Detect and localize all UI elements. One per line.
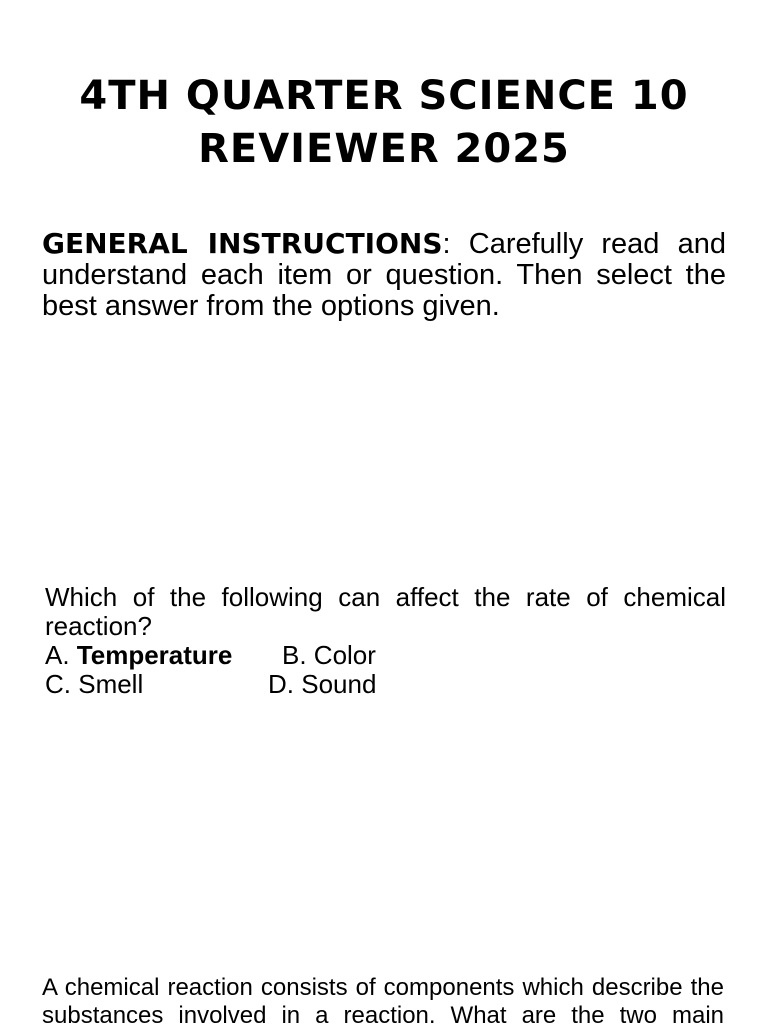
question-1-stem: Which of the following can affect the rate of chemical reaction? — [45, 582, 726, 641]
instructions-text: Carefully read and understand each item or question. Then select the best answer from the options given. — [42, 228, 727, 322]
instructions-separator: : — [442, 228, 451, 260]
option-a — [45, 641, 232, 670]
option-c: C. Smell — [45, 669, 144, 699]
options-row-1 — [45, 641, 726, 670]
question-2-stem: A chemical reaction consists of components which describe the substances involved in a reaction. What are the two main — [42, 974, 724, 1029]
instructions-label: GENERAL INSTRUCTIONS — [42, 227, 443, 260]
title-line-2: REVIEWER 2025 — [198, 126, 570, 172]
option-a-letter: A. — [45, 640, 77, 670]
title-line-1: 4TH QUARTER SCIENCE 10 — [79, 73, 689, 119]
general-instructions — [42, 228, 726, 322]
question-1 — [45, 583, 726, 699]
option-b: B. Color — [282, 640, 376, 670]
option-d: D. Sound — [268, 669, 377, 699]
options-row-2 — [45, 670, 726, 699]
option-a-answer: Temperature — [76, 640, 233, 670]
page-title — [0, 70, 768, 176]
